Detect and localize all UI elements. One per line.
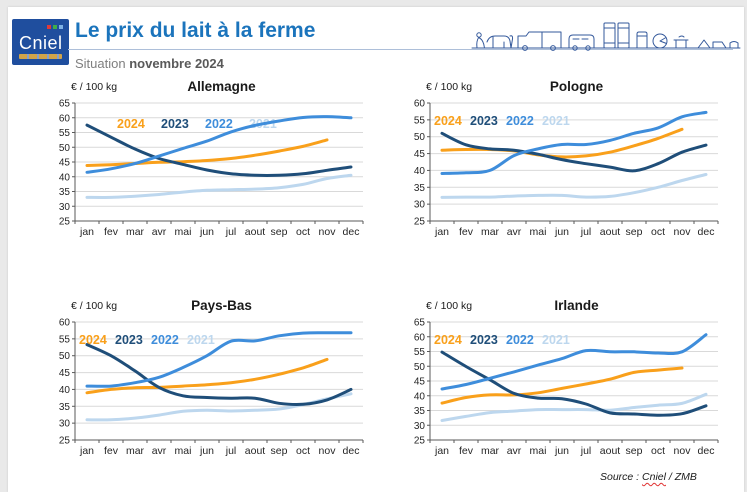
svg-text:fev: fev (103, 445, 119, 457)
chart-plot-pays-bas (41, 316, 371, 468)
svg-text:60: 60 (413, 332, 425, 344)
svg-text:30: 30 (58, 201, 70, 213)
chart-pologne (396, 79, 731, 255)
svg-text:jan: jan (79, 445, 95, 457)
svg-text:jul: jul (225, 226, 237, 238)
svg-text:jan: jan (434, 445, 450, 457)
svg-text:sep: sep (270, 445, 288, 457)
cniel-logo (12, 19, 69, 65)
chart-title: Pologne (549, 79, 604, 94)
svg-text:50: 50 (58, 142, 70, 154)
svg-text:30: 30 (413, 199, 425, 211)
page-title: Le prix du lait à la ferme (75, 19, 316, 42)
svg-text:nov: nov (318, 226, 336, 238)
svg-text:40: 40 (413, 165, 425, 177)
svg-text:30: 30 (58, 418, 70, 430)
svg-text:55: 55 (58, 128, 70, 139)
svg-text:mar: mar (125, 226, 145, 238)
svg-text:mar: mar (480, 445, 500, 457)
svg-text:jul: jul (225, 445, 237, 457)
svg-text:jul: jul (580, 445, 592, 457)
svg-text:avr: avr (506, 226, 522, 238)
svg-text:2023: 2023 (161, 117, 189, 131)
svg-text:2021: 2021 (249, 117, 277, 131)
svg-text:avr: avr (151, 445, 167, 457)
svg-text:40: 40 (58, 172, 70, 184)
footer-source (600, 471, 697, 483)
chart-irlande (396, 298, 731, 474)
svg-text:2024: 2024 (434, 114, 462, 128)
svg-text:avr: avr (506, 445, 522, 457)
svg-text:2023: 2023 (470, 114, 498, 128)
svg-text:25: 25 (413, 435, 425, 447)
report-page (8, 7, 744, 492)
svg-text:nov: nov (673, 445, 691, 457)
svg-text:2021: 2021 (542, 114, 570, 128)
chart-plot-pologne (396, 97, 726, 249)
svg-text:fev: fev (103, 226, 119, 238)
chart-pays-bas (41, 298, 376, 474)
svg-text:dec: dec (697, 226, 715, 238)
svg-text:2021: 2021 (542, 333, 570, 347)
svg-text:2022: 2022 (506, 114, 534, 128)
svg-text:30: 30 (413, 420, 425, 432)
svg-text:55: 55 (413, 115, 425, 127)
svg-text:60: 60 (58, 113, 70, 125)
svg-text:35: 35 (58, 187, 70, 198)
svg-text:45: 45 (58, 368, 70, 380)
svg-text:40: 40 (413, 391, 425, 403)
svg-text:nov: nov (673, 226, 691, 238)
svg-text:55: 55 (58, 334, 70, 346)
chart-allemagne (41, 79, 376, 255)
svg-text:dec: dec (342, 226, 360, 238)
svg-text:aout: aout (599, 445, 621, 457)
svg-text:mai: mai (174, 226, 192, 238)
svg-text:50: 50 (58, 351, 70, 363)
svg-text:2024: 2024 (434, 333, 462, 347)
svg-text:jun: jun (554, 226, 570, 238)
svg-text:sep: sep (270, 226, 288, 238)
svg-text:2023: 2023 (470, 333, 498, 347)
svg-text:2022: 2022 (205, 117, 233, 131)
svg-text:65: 65 (58, 98, 70, 110)
svg-text:45: 45 (413, 149, 425, 161)
chart-unit-label: € / 100 kg (71, 81, 118, 93)
svg-text:sep: sep (625, 445, 643, 457)
svg-text:mai: mai (174, 445, 192, 457)
svg-text:oct: oct (650, 226, 666, 238)
svg-text:2024: 2024 (117, 117, 145, 131)
svg-text:avr: avr (151, 226, 167, 238)
logo-color-dots-icon (47, 25, 63, 29)
svg-text:jul: jul (580, 226, 592, 238)
svg-text:60: 60 (58, 317, 70, 329)
svg-text:25: 25 (58, 435, 70, 447)
svg-text:2022: 2022 (506, 333, 534, 347)
svg-text:40: 40 (58, 384, 70, 396)
svg-text:jun: jun (199, 445, 215, 457)
chart-plot-allemagne (41, 97, 371, 249)
chart-unit-label: € / 100 kg (426, 300, 473, 312)
chart-title: Pays-Bas (191, 298, 252, 313)
svg-text:25: 25 (413, 216, 425, 228)
svg-text:35: 35 (413, 182, 425, 194)
dairy-supply-chain-icon (470, 19, 742, 53)
chart-title: Irlande (554, 298, 599, 313)
svg-text:50: 50 (413, 132, 425, 144)
chart-unit-label: € / 100 kg (426, 81, 473, 93)
subtitle (75, 56, 224, 71)
svg-text:2023: 2023 (115, 333, 143, 347)
svg-text:aout: aout (599, 226, 621, 238)
svg-text:mai: mai (529, 445, 547, 457)
chart-unit-label: € / 100 kg (71, 300, 118, 312)
svg-text:nov: nov (318, 445, 336, 457)
svg-text:dec: dec (342, 445, 360, 457)
chart-plot-irlande (396, 316, 726, 468)
source-suffix: / ZMB (665, 471, 697, 483)
svg-text:60: 60 (413, 98, 425, 110)
svg-text:45: 45 (58, 157, 70, 169)
svg-text:dec: dec (697, 445, 715, 457)
svg-text:50: 50 (413, 361, 425, 373)
svg-text:mar: mar (125, 445, 145, 457)
svg-text:mar: mar (480, 226, 500, 238)
svg-text:sep: sep (625, 226, 643, 238)
svg-text:jun: jun (199, 226, 215, 238)
svg-text:45: 45 (413, 376, 425, 388)
svg-text:fev: fev (458, 226, 474, 238)
svg-text:2021: 2021 (187, 333, 215, 347)
source-org: Cniel (642, 471, 666, 483)
logo-subtext-bar (19, 54, 62, 59)
svg-text:oct: oct (295, 226, 311, 238)
chart-title: Allemagne (187, 79, 256, 94)
source-prefix: Source : (600, 471, 643, 483)
svg-text:mai: mai (529, 226, 547, 238)
svg-text:2024: 2024 (79, 333, 107, 347)
svg-text:35: 35 (58, 401, 70, 413)
svg-text:65: 65 (413, 317, 425, 329)
subtitle-prefix: Situation (75, 56, 130, 71)
svg-text:oct: oct (295, 445, 311, 457)
svg-text:2022: 2022 (151, 333, 179, 347)
svg-text:jun: jun (554, 445, 570, 457)
svg-text:35: 35 (413, 406, 425, 417)
svg-text:25: 25 (58, 216, 70, 228)
svg-text:fev: fev (458, 445, 474, 457)
svg-text:jan: jan (434, 226, 450, 238)
svg-text:55: 55 (413, 347, 425, 358)
logo-text: Cniel (19, 33, 63, 53)
svg-text:jan: jan (79, 226, 95, 238)
svg-text:aout: aout (244, 226, 266, 238)
svg-text:oct: oct (650, 445, 666, 457)
svg-text:aout: aout (244, 445, 266, 457)
subtitle-date: novembre 2024 (129, 56, 224, 71)
